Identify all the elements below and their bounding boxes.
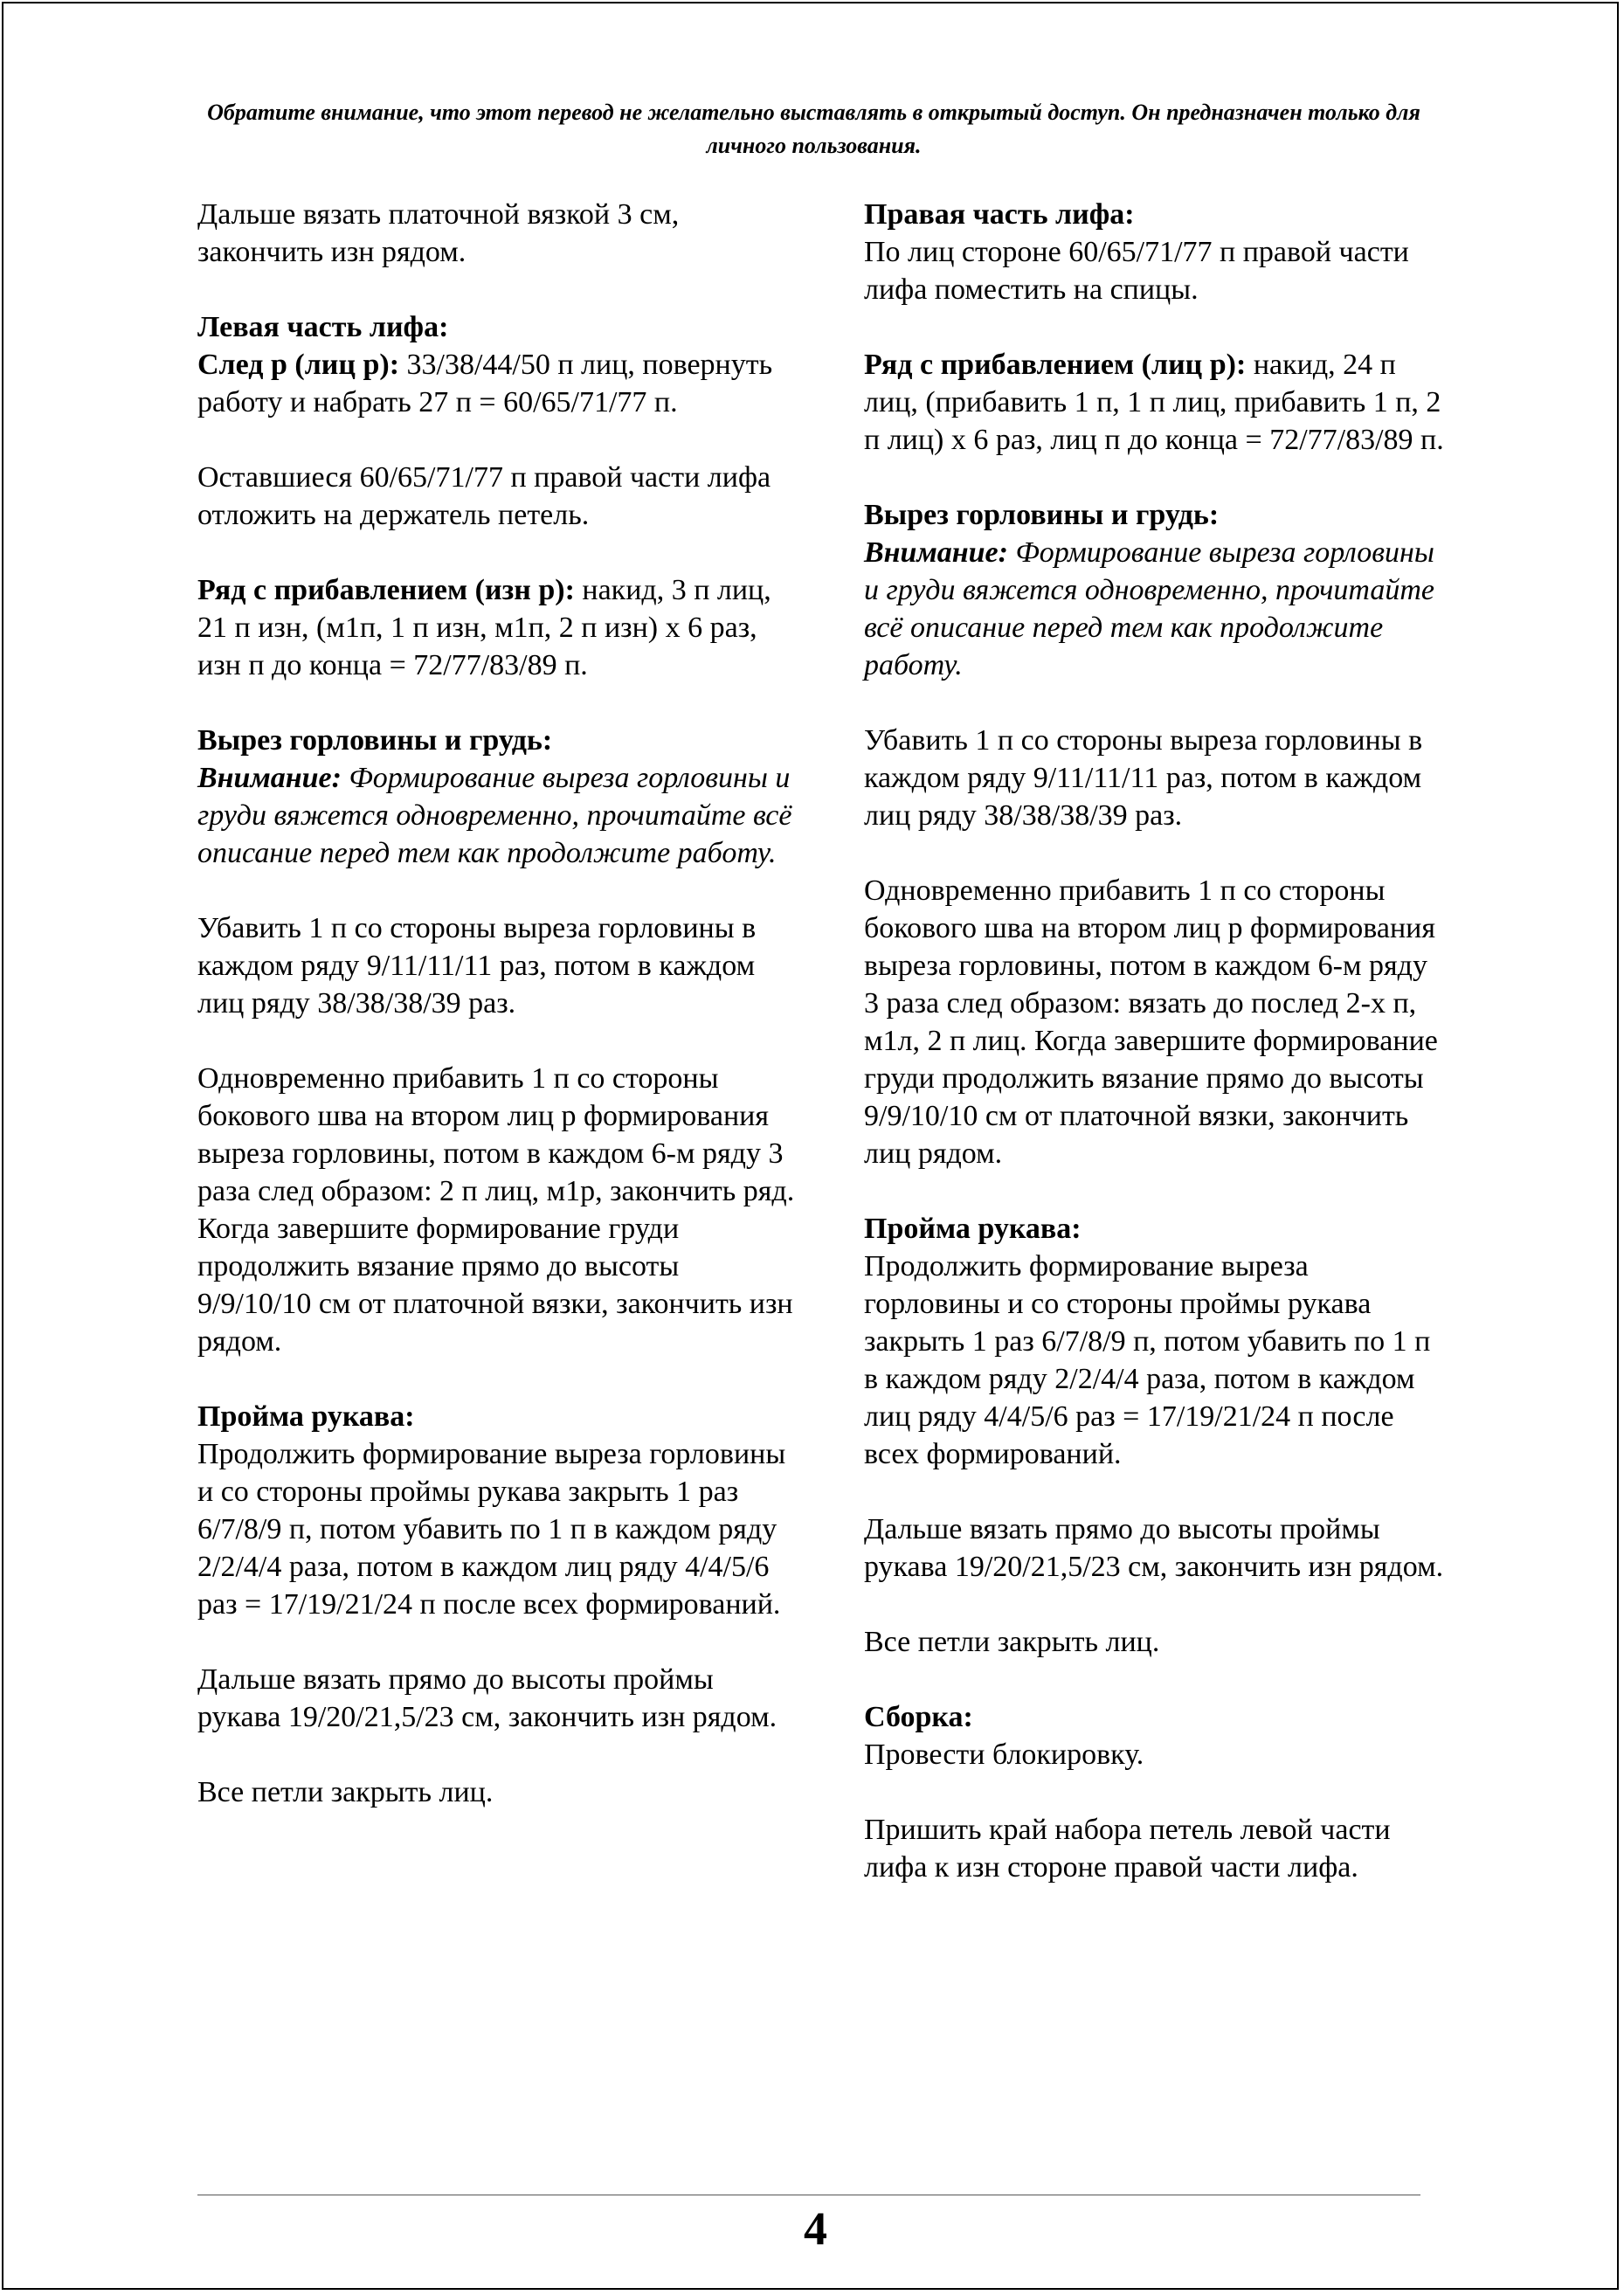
paragraph-text: Дальше вязать платочной вязкой 3 см, закончить изн рядом. — [197, 198, 680, 268]
paragraph-text: Одновременно прибавить 1 п со стороны бокового шва на втором лиц р формирования выреза горловины, потом в каждом 6-м ряду 3 раза след образом: 2 п лиц, м1р, закончить ряд. Когда завершите формирование груди продолжить вязание прямо до высоты 9/9/10/10 см от платочной вязки, закончить изн рядом. — [197, 1062, 795, 1358]
section-heading: Пройма рукава: — [864, 1213, 1082, 1245]
section-right-bodice — [864, 196, 1449, 308]
attention-note — [197, 759, 800, 872]
row-label: Ряд с прибавлением (лиц р): — [864, 349, 1247, 381]
row-instruction: накид, 24 п лиц, (прибавить 1 п, 1 п лиц, прибавить 1 п, 2 п лиц) х 6 раз, лиц п до конца = 72/77/83/89 п. — [864, 349, 1444, 456]
paragraph-text: Продолжить формирование выреза горловины и со стороны проймы рукава закрыть 1 раз 6/7/8/9 п, потом убавить по 1 п в каждом ряду 2/2/4/4 раза, потом в каждом лиц ряду 4/4/5/6 раз = 17/19/21/24 п после всех формирований. — [864, 1250, 1431, 1470]
attention-text: Формирование выреза горловины и груди вяжется одновременно, прочитайте всё описание перед тем как продолжите работу. — [197, 762, 792, 869]
paragraph-armhole-height — [197, 1661, 800, 1736]
paragraph-knit-garter — [197, 196, 800, 271]
row-instruction: накид, 3 п лиц, 21 п изн, (м1п, 1 п изн, м1п, 2 п изн) х 6 раз, изн п до конца = 72/77/83/89 п. — [197, 574, 771, 681]
paragraph-text — [197, 346, 800, 421]
paragraph-hold-stitches — [197, 459, 800, 534]
paragraph-text: Убавить 1 п со стороны выреза горловины в каждом ряду 9/11/11/11 раз, потом в каждом лиц ряду 38/38/38/39 раз. — [864, 724, 1423, 832]
row-instruction: 33/38/44/50 п лиц, повернуть работу и набрать 27 п = 60/65/71/77 п. — [197, 349, 773, 418]
paragraph-increase-row — [197, 571, 800, 684]
section-left-bodice — [197, 308, 800, 421]
section-assembly — [864, 1698, 1449, 1773]
row-label: След р (лиц р): — [197, 349, 400, 381]
row-label: Ряд с прибавлением (изн р): — [197, 574, 575, 606]
section-heading: Вырез горловины и грудь: — [197, 724, 553, 757]
section-neckline-bust — [197, 722, 800, 872]
right-column — [864, 196, 1449, 1886]
paragraph-text — [197, 571, 800, 684]
page-number: 4 — [804, 2202, 827, 2255]
paragraph-text: Все петли закрыть лиц. — [197, 1776, 494, 1808]
paragraph-bind-off — [864, 1623, 1449, 1661]
paragraph-text: Дальше вязать прямо до высоты проймы рукава 19/20/21,5/23 см, закончить изн рядом. — [197, 1663, 777, 1733]
paragraph-text: Убавить 1 п со стороны выреза горловины в каждом ряду 9/11/11/11 раз, потом в каждом лиц ряду 38/38/38/39 раз. — [197, 912, 757, 1020]
section-neckline-bust — [864, 496, 1449, 684]
attention-label: Внимание: — [864, 536, 1008, 569]
section-heading: Вырез горловины и грудь: — [864, 499, 1220, 531]
attention-note — [864, 534, 1449, 684]
paragraph-text: Оставшиеся 60/65/71/77 п правой части лифа отложить на держатель петель. — [197, 461, 771, 531]
paragraph-text: Все петли закрыть лиц. — [864, 1626, 1160, 1658]
paragraph-text: Пришить край набора петель левой части лифа к изн стороне правой части лифа. — [864, 1814, 1391, 1884]
paragraph-text: Одновременно прибавить 1 п со стороны бокового шва на втором лиц р формирования выреза горловины, потом в каждом 6-м ряду 3 раза след образом: вязать до послед 2-х п, м1л, 2 п лиц. Когда завершите формирование груди продолжить вязание прямо до высоты 9/9/10/10 см от платочной вязки, закончить лиц рядом. — [864, 874, 1438, 1170]
page-frame — [2, 2, 1619, 2290]
paragraph-neck-decrease — [197, 909, 800, 1022]
section-heading: Пройма рукава: — [197, 1400, 415, 1433]
section-heading: Правая часть лифа: — [864, 198, 1135, 231]
paragraph-text: Дальше вязать прямо до высоты проймы рукава 19/20/21,5/23 см, закончить изн рядом. — [864, 1513, 1444, 1583]
section-armhole — [197, 1398, 800, 1623]
paragraph-text: Провести блокировку. — [864, 1739, 1144, 1771]
left-column — [197, 196, 800, 1811]
copyright-notice: Обратите внимание, что этот перевод не желательно выставлять в открытый доступ. Он предназначен только для личного пользования. — [207, 100, 1420, 158]
paragraph-side-increase — [864, 872, 1449, 1172]
paragraph-text: По лиц стороне 60/65/71/77 п правой части лифа поместить на спицы. — [864, 236, 1409, 306]
section-armhole — [864, 1210, 1449, 1473]
attention-text: Формирование выреза горловины и груди вяжется одновременно, прочитайте всё описание перед тем как продолжите работу. — [864, 536, 1434, 681]
paragraph-sew-edge — [864, 1811, 1449, 1886]
paragraph-armhole-height — [864, 1510, 1449, 1586]
paragraph-text — [864, 346, 1449, 459]
paragraph-bind-off — [197, 1773, 800, 1811]
section-heading: Левая часть лифа: — [197, 311, 449, 343]
attention-label: Внимание: — [197, 762, 342, 794]
paragraph-increase-row — [864, 346, 1449, 459]
paragraph-text: Продолжить формирование выреза горловины и со стороны проймы рукава закрыть 1 раз 6/7/8/9 п, потом убавить по 1 п в каждом ряду 2/2/4/4 раза, потом в каждом лиц ряду 4/4/5/6 раз = 17/19/21/24 п после всех формирований. — [197, 1438, 786, 1621]
paragraph-neck-decrease — [864, 722, 1449, 834]
section-heading: Сборка: — [864, 1701, 973, 1733]
paragraph-side-increase — [197, 1060, 800, 1360]
